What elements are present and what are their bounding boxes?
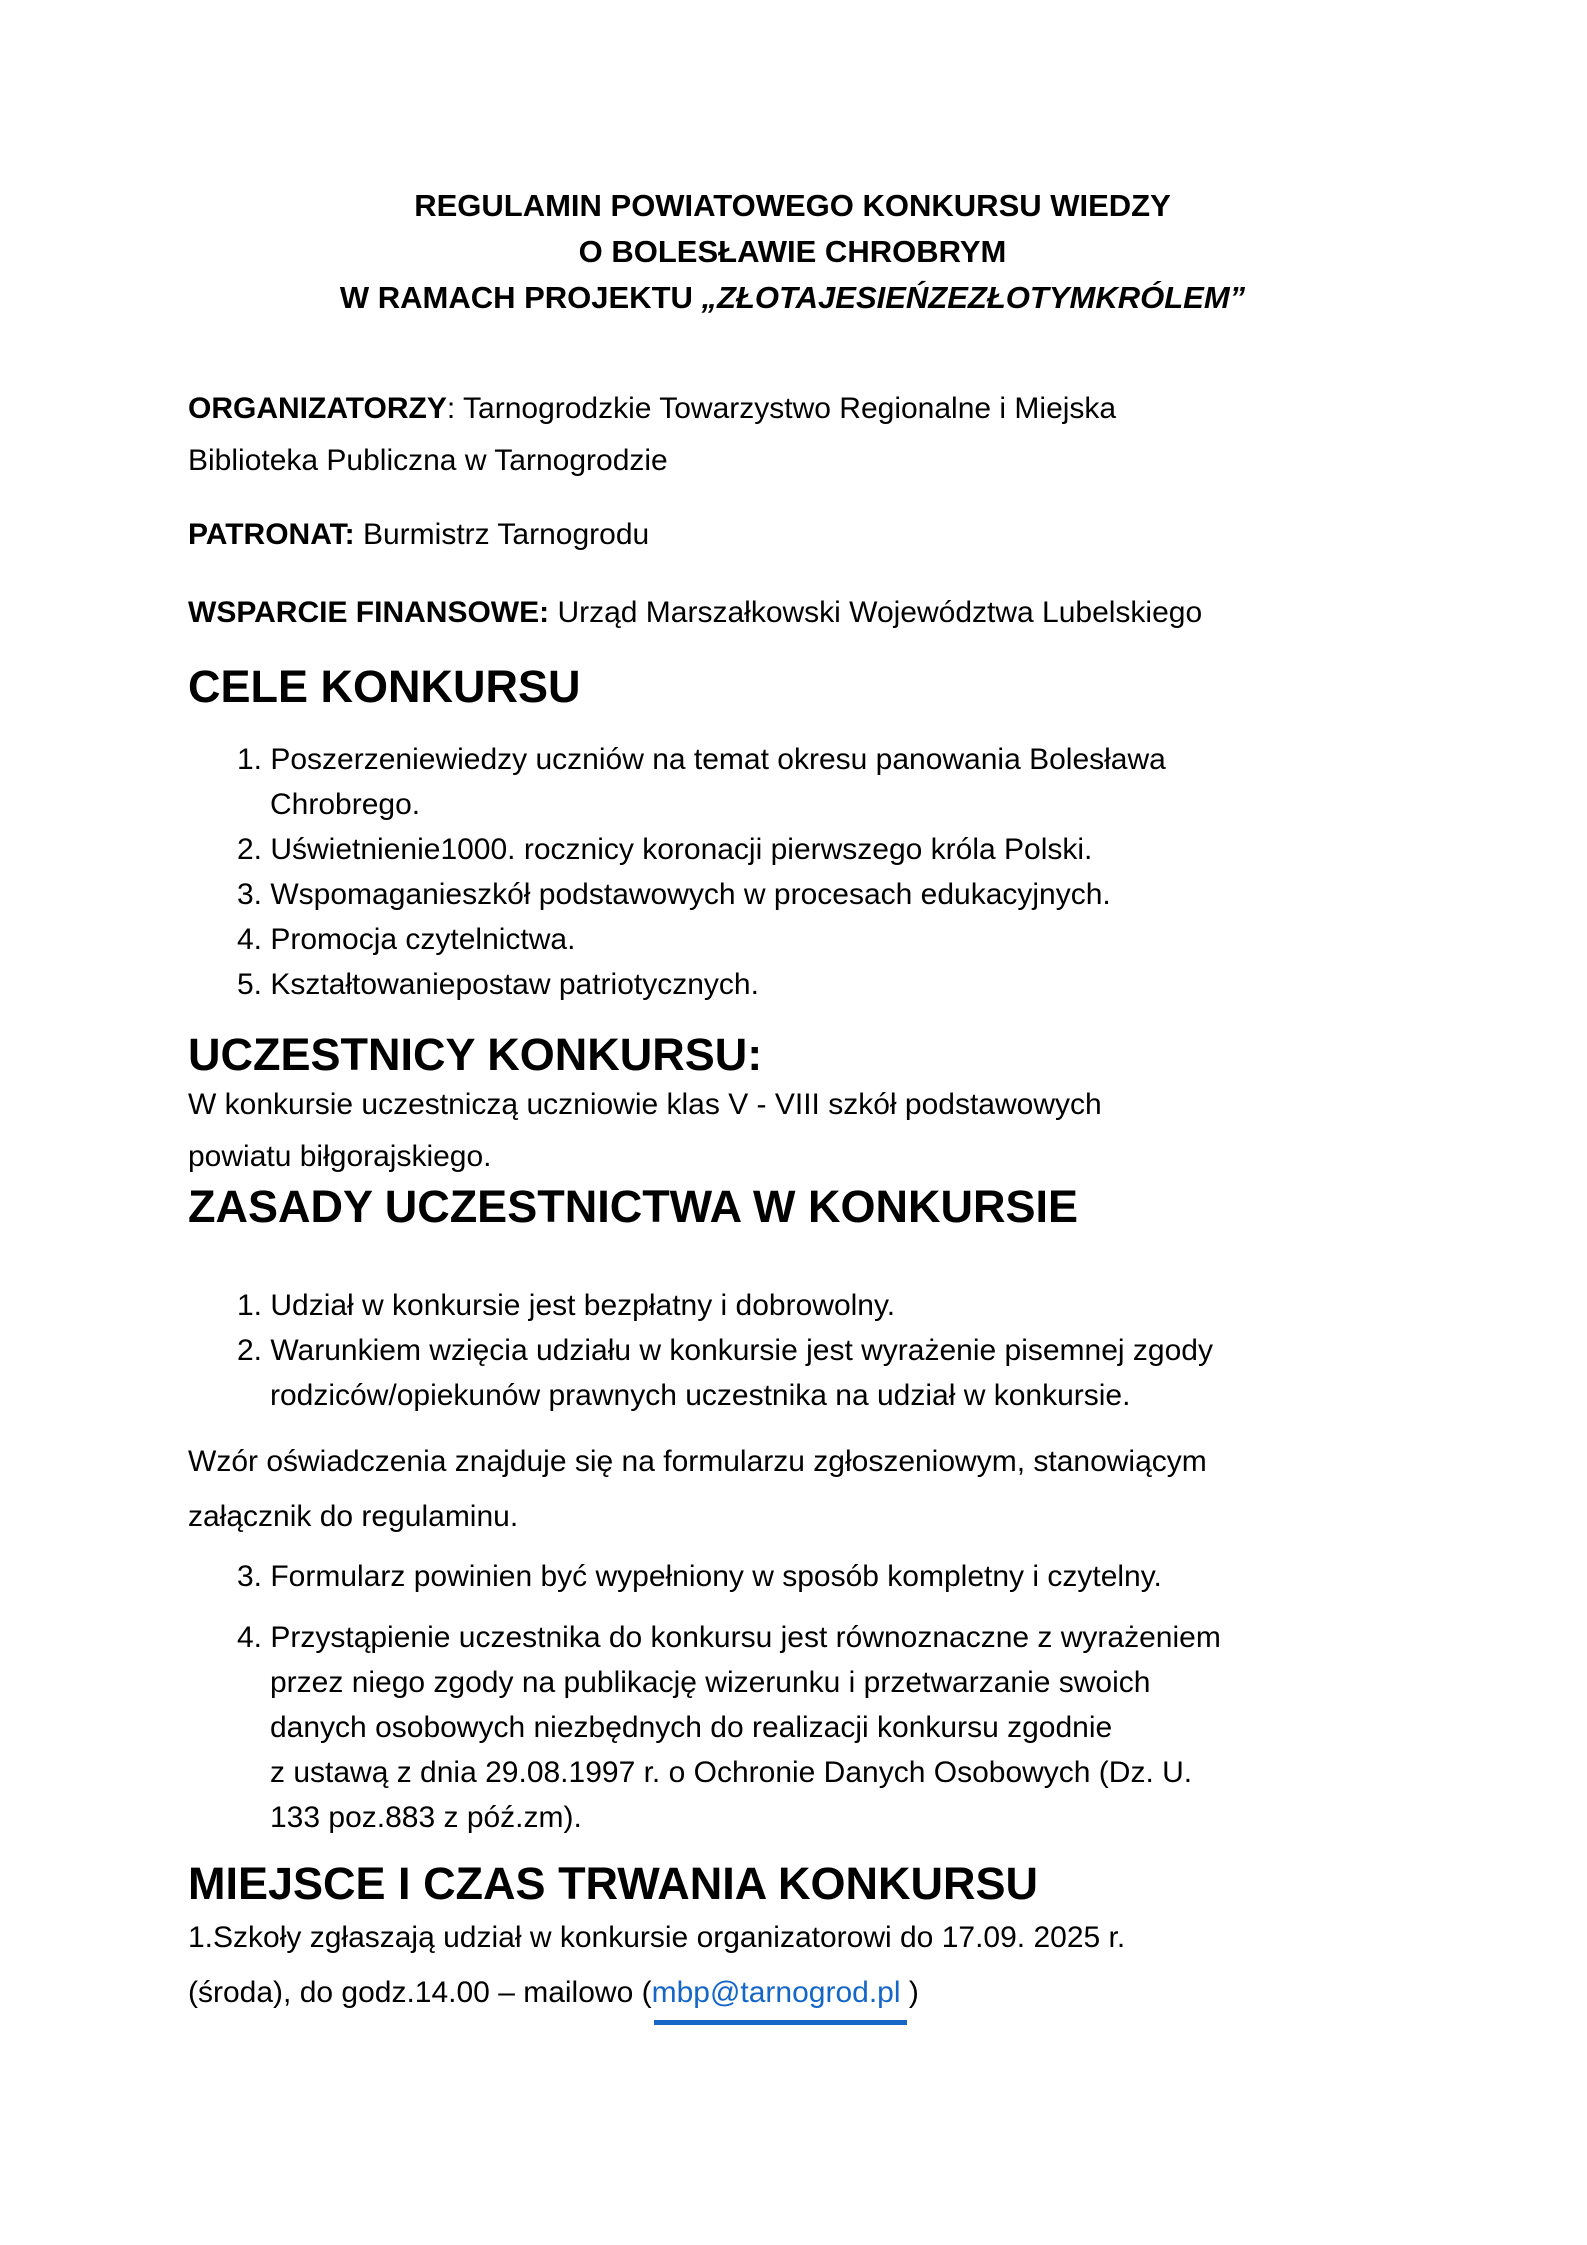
rules-item-4-continuation-4: 133 poz.883 z póź.zm). [270,1801,582,1834]
rules-item-2: 2. Warunkiem wzięcia udziału w konkursie jest wyrażenie pisemnej zgody [237,1334,1213,1367]
project-name: „ZŁOTAJESIEŃZEZŁOTYMKRÓLEM” [701,280,1246,315]
organizers-label: ORGANIZATORZY [188,392,447,425]
declaration-note-paragraph [188,1434,1397,1544]
rules-list-part-1 [188,1283,1397,1418]
title-line-2: O BOLESŁAWIE CHROBRYM [578,234,1007,269]
patronat-line [188,509,1397,561]
submission-contact-line [188,1965,1397,2020]
rules-list-part-2 [188,1554,1397,1599]
document-title [188,183,1397,321]
goals-item-1: 1. Poszerzeniewiedzy uczniów na temat okresu panowania Bolesława [237,743,1166,776]
financial-support-label: WSPARCIE FINANSOWE: [188,596,550,629]
declaration-note-line-2: załącznik do regulaminu. [188,1500,519,1533]
participants-paragraph [188,1079,1397,1183]
goals-item-4: 4. Promocja czytelnictwa. [237,923,576,956]
goals-list [188,737,1397,1007]
goals-item-3: 3. Wspomaganieszkół podstawowych w procesach edukacyjnych. [237,878,1111,911]
organizers-line-1 [188,383,1397,435]
place-and-time-paragraph [188,1910,1397,2020]
declaration-note-line-1: Wzór oświadczenia znajduje się na formularzu zgłoszeniowym, stanowiącym [188,1445,1207,1478]
rules-item-4-continuation-3: z ustawą z dnia 29.08.1997 r. o Ochronie Danych Osobowych (Dz. U. [270,1756,1193,1789]
place-and-time-heading: MIEJSCE I CZAS TRWANIA KONKURSU [188,1858,1039,1909]
title-line-1: REGULAMIN POWIATOWEGO KONKURSU WIEDZY [414,188,1171,223]
rules-list-part-3 [188,1615,1397,1840]
financial-support-text: Urząd Marszałkowski Województwa Lubelskiego [549,596,1203,629]
patronat-paragraph [188,509,1397,561]
title-line-3-prefix: W RAMACH PROJEKTU [339,280,702,315]
goals-item-5: 5. Kształtowaniepostaw patriotycznych. [237,968,759,1001]
title-line-3 [188,275,1397,321]
rules-item-4-continuation-1: przez niego zgody na publikację wizerunku i przetwarzanie swoich [270,1666,1151,1699]
participants-line-2: powiatu biłgorajskiego. [188,1140,492,1173]
participants-heading: UCZESTNICY KONKURSU: [188,1029,763,1080]
email-link[interactable]: mbp@tarnogrod.pl [651,1976,901,2009]
financial-support-line [188,587,1397,639]
rules-heading: ZASADY UCZESTNICTWA W KONKURSIE [188,1181,1079,1232]
organizers-text: : Tarnogrodzkie Towarzystwo Regionalne i Miejska [446,392,1117,425]
organizers-line-2: Biblioteka Publiczna w Tarnogrodzie [188,444,668,477]
patronat-label: PATRONAT: [188,518,355,551]
submission-contact-prefix: (środa), do godz.14.00 – mailowo ( [188,1976,652,2009]
rules-item-2-continuation: rodziców/opiekunów prawnych uczestnika na udział w konkursie. [270,1379,1131,1412]
rules-item-3: 3. Formularz powinien być wypełniony w sposób kompletny i czytelny. [237,1560,1162,1593]
goals-item-1-continuation: Chrobrego. [270,788,421,821]
submission-contact-suffix: ) [900,1976,919,2009]
rules-item-4-continuation-2: danych osobowych niezbędnych do realizacji konkursu zgodnie [270,1711,1113,1744]
organizers-paragraph [188,383,1397,487]
financial-support-paragraph [188,587,1397,639]
submission-deadline-line: 1.Szkoły zgłaszają udział w konkursie organizatorowi do 17.09. 2025 r. [188,1921,1126,1954]
participants-line-1: W konkursie uczestniczą uczniowie klas V - VIII szkół podstawowych [188,1088,1102,1121]
rules-item-1: 1. Udział w konkursie jest bezpłatny i dobrowolny. [237,1289,896,1322]
patronat-text: Burmistrz Tarnogrodu [354,518,650,551]
rules-item-4: 4. Przystąpienie uczestnika do konkursu jest równoznaczne z wyrażeniem [237,1621,1221,1654]
goals-heading: CELE KONKURSU [188,661,581,712]
goals-item-2: 2. Uświetnienie1000. rocznicy koronacji pierwszego króla Polski. [237,833,1093,866]
